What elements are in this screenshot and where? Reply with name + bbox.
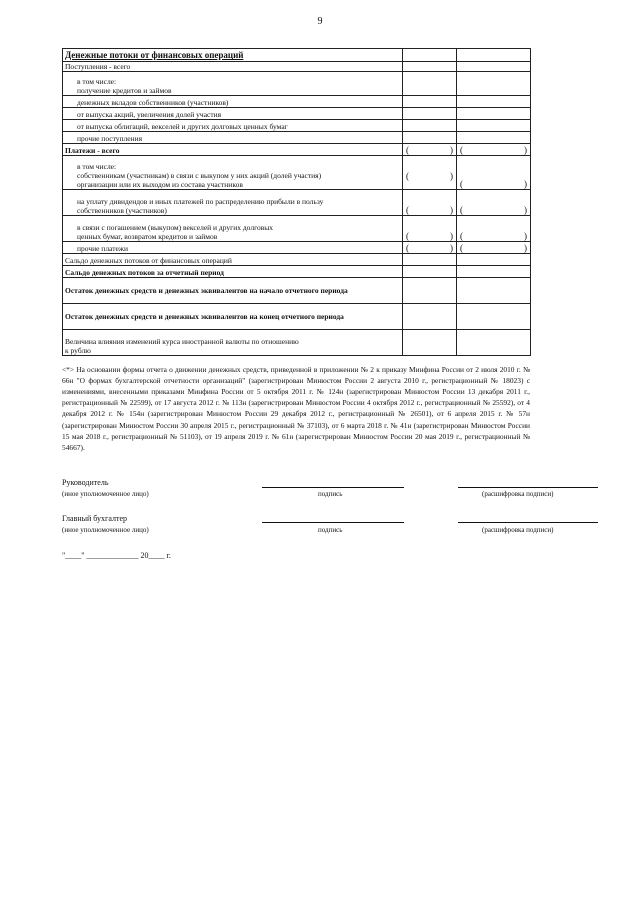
row-closing-cash: Остаток денежных средств и денежных эквивалентов на конец отчетного периода [63,304,403,330]
head-signature-line [262,487,404,488]
row-fx-effect: Величина влияния изменений курса иностранной валюты по отношению к рублю [63,330,403,356]
row-dividend-payments: на уплату дивидендов и иных платежей по распределению прибыли в пользу собственников (участников) [63,190,403,216]
chief-signature-line [262,522,404,523]
chief-decode-line [458,522,598,523]
page-number: 9 [317,16,323,27]
head-subtitle: (иное уполномоченное лицо) [62,490,149,498]
footnote: <*> На основании формы отчета о движении денежных средств, приведенной в приложении № 2 к приказу Минфина России от 2 июля 2010 г. № 66н "О формах бухгалтерской отчетности организаций" (зарегистрирован Минюстом России 2 августа 2010 г., регистрационный № 18023) с изменениями, внесенными приказами Минфина России от 5 октября 2011 г. № 124н (зарегистрирован Минюстом России 13 декабря 2011 г., регистрационный № 22599), от 17 августа 2012 г. № 113н (зарегистрирован Минюстом России 4 октября 2012 г., регистрационный № 25592), от 4 декабря 2012 г. № 154н (зарегистрирован Минюстом России 29 декабря 2012 г., регистрационный № 26501), от 6 апреля 2015 г. № 57н (зарегистрирован Минюстом России 30 апреля 2015 г., регистрационный № 37103), от 6 марта 2018 г. № 41н (зарегистрирован Минюстом России 15 мая 2018 г., регистрационный № 51103), от 19 апреля 2019 г. № 61н (зарегистрирован Минюстом России 20 мая 2019 г., регистрационный № 54667). [62,365,530,452]
head-decode-caption: (расшифровка подписи) [482,490,554,498]
chief-signature-caption: подпись [318,526,343,534]
row-loans: в том числе: получение кредитов и займов [63,72,403,96]
row-other-receipts: прочие поступления [63,132,403,144]
chief-accountant-subtitle: (иное уполномоченное лицо) [62,526,149,534]
row-bonds-issue: от выпуска облигаций, векселей и других долговых ценных бумаг [63,120,403,132]
section-title: Денежные потоки от финансовых операций [63,49,403,62]
row-share-issue: от выпуска акций, увеличения долей участия [63,108,403,120]
chief-decode-caption: (расшифровка подписи) [482,526,554,534]
cash-flow-table: Денежные потоки от финансовых операций Поступления - всего в том числе: получение кредитов и займов денежных вкладов собственников (участников) от выпуска акций, увеличения долей участия от выпуска облигаций, векселей и других долговых ценных бумаг прочие поступления Платежи - всего ( ) ( ) в том числе: собственникам (участникам) в связи с выкупом у них акций (долей участия) организации или их выходом из состава участников ( ) ( ) на уплату дивидендов и иных платежей по распределению прибыли в пользу собственников (участников) ( ) ( ) в связи с погашением (выкупом) векселей и других долговых ценных бумаг, возвратом кредитов и займов ( ) ( ) прочие платежи ( ) ( ) Сальдо денежных потоков от финансовых операций Сальдо денежных потоков за отчетный период Остаток денежных средств и денежных эквивалентов на начало отчетного периода Остаток денежных средств и денежных эквивалентов на конец отчетного периода Величина влияния изменений курса иностранной валюты по отношению к рублю [62,48,531,356]
row-debt-repayment: в связи с погашением (выкупом) векселей и других долговых ценных бумаг, возвратом кредитов и займов [63,216,403,242]
row-opening-cash: Остаток денежных средств и денежных эквивалентов на начало отчетного периода [63,278,403,304]
row-other-payments: прочие платежи [63,242,403,254]
row-buyback-payments: в том числе: собственникам (участникам) в связи с выкупом у них акций (долей участия) организации или их выходом из состава участников [63,156,403,190]
head-signature-caption: подпись [318,490,343,498]
row-financial-balance: Сальдо денежных потоков от финансовых операций [63,254,403,266]
row-payments-total: Платежи - всего [63,144,403,156]
row-period-balance: Сальдо денежных потоков за отчетный период [63,266,403,278]
row-receipts-total: Поступления - всего [63,62,403,72]
row-owner-contributions: денежных вкладов собственников (участников) [63,96,403,108]
chief-accountant-title: Главный бухгалтер [62,514,127,523]
head-decode-line [458,487,598,488]
head-title: Руководитель [62,478,109,487]
date-line: "____" _____________ 20____ г. [62,551,171,560]
